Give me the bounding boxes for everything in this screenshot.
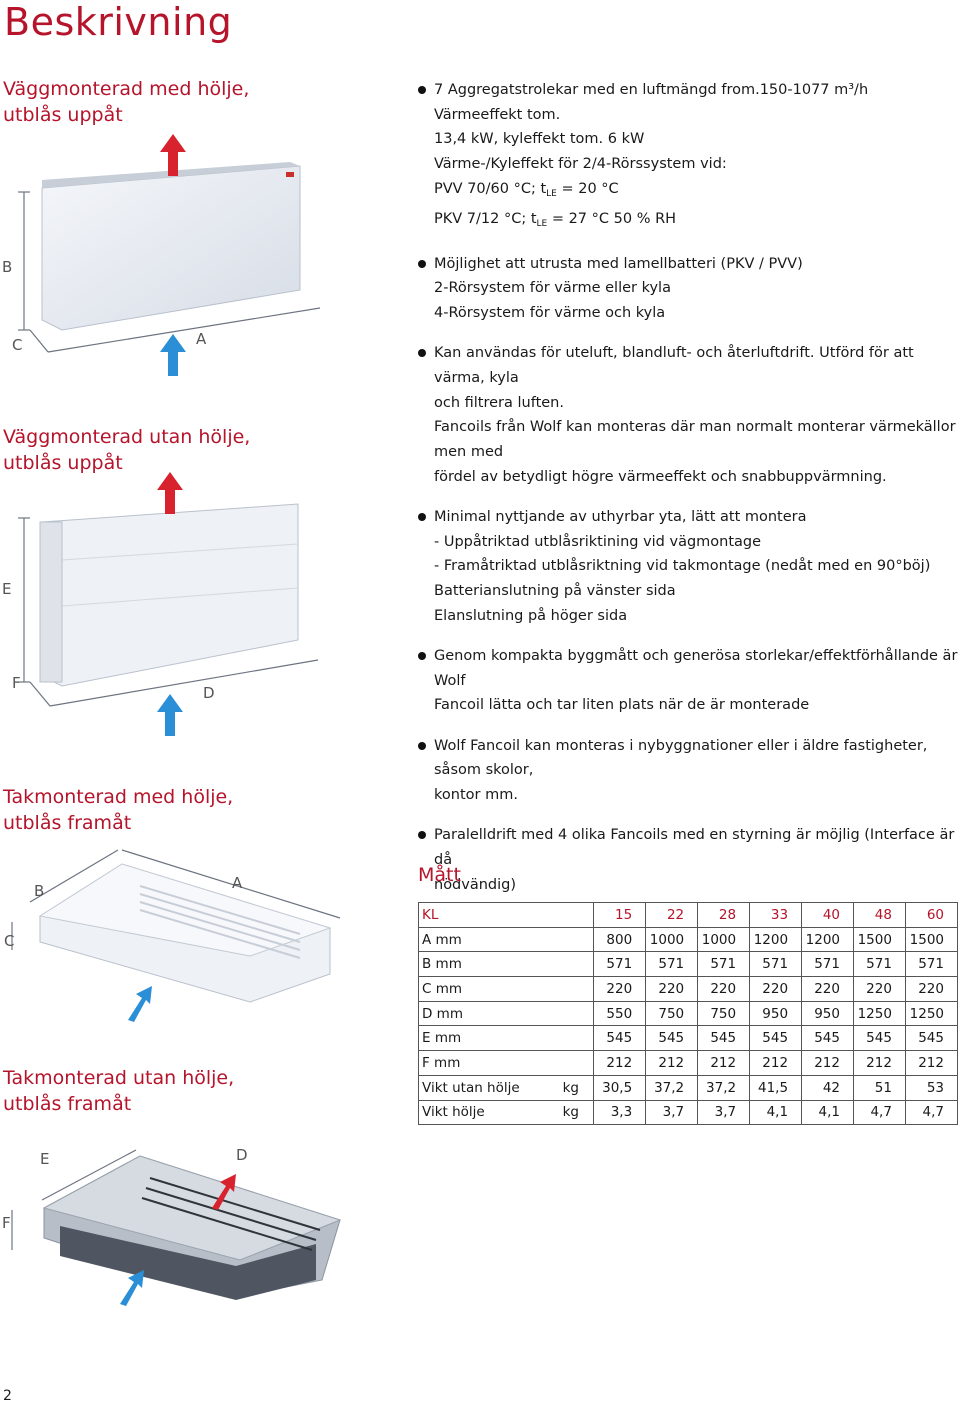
feature-text: Fancoil lätta och tar liten plats när de är monterade xyxy=(434,697,810,714)
illustration-ceiling-without-casing xyxy=(0,1140,345,1310)
table-cell: 22 xyxy=(646,903,698,928)
feature-text: Batterianslutning på vänster sida xyxy=(434,583,676,600)
table-row xyxy=(419,952,958,977)
table-cell: 212 xyxy=(802,1051,854,1076)
feature-text: Kan användas för uteluft, blandluft- och återluftdrift. Utförd för att värma, kyla xyxy=(434,345,914,387)
table-row xyxy=(419,1001,958,1026)
section-heading-ceiling-with-casing: Takmonterad med hölje, utblås framåt xyxy=(3,786,234,834)
dimensions-table xyxy=(418,902,958,1125)
table-row xyxy=(419,1075,958,1100)
table-cell: 48 xyxy=(854,903,906,928)
dimension-label: B xyxy=(2,258,13,276)
table-row xyxy=(419,1026,958,1051)
illustration-wall-without-casing xyxy=(0,470,330,740)
table-cell: 220 xyxy=(646,977,698,1002)
feature-text: kontor mm. xyxy=(434,787,518,804)
feature-item xyxy=(418,644,958,718)
feature-text: PKV 7/12 °C; t xyxy=(434,210,537,227)
table-cell: 571 xyxy=(905,952,957,977)
table-cell: 220 xyxy=(750,977,802,1002)
feature-list xyxy=(418,78,958,913)
table-cell: 30,5 xyxy=(594,1075,646,1100)
table-cell: 950 xyxy=(750,1001,802,1026)
table-cell: 4,1 xyxy=(750,1100,802,1125)
feature-item xyxy=(418,505,958,629)
feature-item xyxy=(418,734,958,808)
table-cell: 3,7 xyxy=(646,1100,698,1125)
arrow-up-red-icon xyxy=(160,134,186,176)
table-cell: 545 xyxy=(854,1026,906,1051)
dimension-label: D xyxy=(203,684,215,702)
arrow-diagonal-blue-icon xyxy=(120,1270,144,1306)
table-cell: 53 xyxy=(905,1075,957,1100)
row-label: B mm xyxy=(419,952,563,977)
bullet-icon xyxy=(418,652,426,660)
table-cell: 37,2 xyxy=(646,1075,698,1100)
row-unit: kg xyxy=(563,1100,594,1125)
row-unit xyxy=(563,927,594,952)
table-cell: 220 xyxy=(698,977,750,1002)
feature-text: = 27 °C 50 % RH xyxy=(547,210,677,227)
dimension-label: C xyxy=(12,336,23,354)
table-row xyxy=(419,1051,958,1076)
page-number: 2 xyxy=(3,1388,12,1403)
subscript: LE xyxy=(546,188,557,199)
table-cell: 212 xyxy=(854,1051,906,1076)
table-cell: 571 xyxy=(802,952,854,977)
table-cell: 212 xyxy=(750,1051,802,1076)
table-cell: 571 xyxy=(646,952,698,977)
dimension-label: F xyxy=(2,1214,11,1232)
dimensions-title: Mått xyxy=(418,864,461,886)
feature-text: Möjlighet att utrusta med lamellbatteri (PKV / PVV) xyxy=(434,255,803,272)
row-label: F mm xyxy=(419,1051,563,1076)
table-cell: 4,1 xyxy=(802,1100,854,1125)
feature-text: Värme-/Kyleffekt för 2/4-Rörssystem vid: xyxy=(434,156,727,173)
feature-item xyxy=(418,823,958,897)
illustration-wall-with-casing xyxy=(0,130,330,380)
table-cell: 1200 xyxy=(750,927,802,952)
bullet-icon xyxy=(418,513,426,521)
table-row xyxy=(419,977,958,1002)
table-cell: 571 xyxy=(854,952,906,977)
feature-text: 4-Rörsystem för värme och kyla xyxy=(434,305,666,322)
feature-text: Wolf Fancoil kan monteras i nybyggnationer eller i äldre fastigheter, såsom skolor, xyxy=(434,737,928,779)
row-unit: kg xyxy=(563,1075,594,1100)
table-cell: 1250 xyxy=(905,1001,957,1026)
table-cell: 4,7 xyxy=(854,1100,906,1125)
arrow-up-blue-icon xyxy=(160,334,186,376)
table-cell: 550 xyxy=(594,1001,646,1026)
table-cell: 220 xyxy=(905,977,957,1002)
feature-text: Fancoils från Wolf kan monteras där man normalt monterar värmekällor men med xyxy=(434,419,956,461)
feature-text: 2-Rörsystem för värme eller kyla xyxy=(434,280,671,297)
dimension-label: A xyxy=(232,874,243,892)
table-cell: 212 xyxy=(905,1051,957,1076)
table-cell: 41,5 xyxy=(750,1075,802,1100)
dimension-label: F xyxy=(12,674,21,692)
section-heading-wall-without-casing: Väggmonterad utan hölje, utblås uppåt xyxy=(3,426,251,474)
table-cell: 220 xyxy=(802,977,854,1002)
section-heading-ceiling-without-casing: Takmonterad utan hölje, utblås framåt xyxy=(3,1067,235,1115)
dimension-label: C xyxy=(4,932,15,950)
table-cell: 212 xyxy=(698,1051,750,1076)
page-title: Beskrivning xyxy=(4,0,233,44)
row-label: KL xyxy=(419,903,563,928)
table-cell: 28 xyxy=(698,903,750,928)
row-unit xyxy=(563,952,594,977)
table-cell: 545 xyxy=(750,1026,802,1051)
table-cell: 1200 xyxy=(802,927,854,952)
feature-item xyxy=(418,78,958,236)
table-cell: 750 xyxy=(646,1001,698,1026)
feature-text: PVV 70/60 °C; t xyxy=(434,180,547,197)
table-cell: 1500 xyxy=(854,927,906,952)
feature-text: - Framåtriktad utblåsriktning vid takmontage (nedåt med en 90°böj) xyxy=(434,558,931,575)
feature-text: = 20 °C xyxy=(556,180,619,197)
table-row xyxy=(419,1100,958,1125)
table-cell: 33 xyxy=(750,903,802,928)
table-cell: 15 xyxy=(594,903,646,928)
table-cell: 220 xyxy=(854,977,906,1002)
table-cell: 4,7 xyxy=(905,1100,957,1125)
arrow-up-blue-icon xyxy=(157,694,183,736)
feature-text: nödvändig) xyxy=(434,876,517,893)
table-cell: 800 xyxy=(594,927,646,952)
bullet-icon xyxy=(418,349,426,357)
dimension-label: A xyxy=(196,330,207,348)
arrow-up-red-icon xyxy=(157,472,183,514)
feature-item xyxy=(418,252,958,326)
feature-text: - Uppåtriktad utblåsriktining vid vägmontage xyxy=(434,533,762,550)
row-unit xyxy=(563,1026,594,1051)
table-cell: 750 xyxy=(698,1001,750,1026)
bullet-icon xyxy=(418,742,426,750)
table-cell: 3,7 xyxy=(698,1100,750,1125)
bullet-icon xyxy=(418,831,426,839)
table-cell: 571 xyxy=(750,952,802,977)
feature-text: Elanslutning på höger sida xyxy=(434,607,628,624)
row-unit xyxy=(563,903,594,928)
feature-text: Minimal nyttjande av uthyrbar yta, lätt att montera xyxy=(434,509,807,526)
bullet-icon xyxy=(418,86,426,94)
table-cell: 571 xyxy=(698,952,750,977)
table-cell: 37,2 xyxy=(698,1075,750,1100)
arrow-diagonal-blue-icon xyxy=(128,986,152,1022)
dimension-label: E xyxy=(2,580,12,598)
row-unit xyxy=(563,1001,594,1026)
row-unit xyxy=(563,977,594,1002)
table-row xyxy=(419,927,958,952)
row-unit xyxy=(563,1051,594,1076)
dimension-label: E xyxy=(40,1150,50,1168)
dimension-label: B xyxy=(34,882,45,900)
table-cell: 950 xyxy=(802,1001,854,1026)
row-label: C mm xyxy=(419,977,563,1002)
row-label: E mm xyxy=(419,1026,563,1051)
table-cell: 1250 xyxy=(854,1001,906,1026)
table-cell: 545 xyxy=(802,1026,854,1051)
feature-text: Paralelldrift med 4 olika Fancoils med en styrning är möjlig (Interface är då xyxy=(434,827,955,868)
table-cell: 1500 xyxy=(905,927,957,952)
bullet-icon xyxy=(418,260,426,268)
table-cell: 212 xyxy=(594,1051,646,1076)
feature-text: 7 Aggregatstrolekar med en luftmängd from.150-1077 m³/h xyxy=(434,82,869,98)
table-cell: 40 xyxy=(802,903,854,928)
table-cell: 1000 xyxy=(698,927,750,952)
feature-text: fördel av betydligt högre värmeeffekt och snabbuppvärmning. xyxy=(434,468,887,485)
row-label: Vikt hölje xyxy=(419,1100,563,1125)
row-label: D mm xyxy=(419,1001,563,1026)
row-label: A mm xyxy=(419,927,563,952)
table-cell: 545 xyxy=(698,1026,750,1051)
section-heading-wall-with-casing: Väggmonterad med hölje, utblås uppåt xyxy=(3,78,250,126)
table-cell: 545 xyxy=(905,1026,957,1051)
table-header-row xyxy=(419,903,958,928)
table-cell: 51 xyxy=(854,1075,906,1100)
feature-text: Värmeeffekt tom. xyxy=(434,106,561,123)
table-cell: 545 xyxy=(646,1026,698,1051)
dimension-label: D xyxy=(236,1146,248,1164)
table-cell: 571 xyxy=(594,952,646,977)
table-cell: 220 xyxy=(594,977,646,1002)
table-cell: 60 xyxy=(905,903,957,928)
feature-text: 13,4 kW, kyleffekt tom. 6 kW xyxy=(434,131,645,148)
table-cell: 42 xyxy=(802,1075,854,1100)
subscript: LE xyxy=(536,218,548,229)
feature-item xyxy=(418,341,958,489)
table-cell: 212 xyxy=(646,1051,698,1076)
feature-text: Genom kompakta byggmått och generösa storlekar/effektförhållande är Wolf xyxy=(434,648,958,689)
feature-text: och filtrera luften. xyxy=(434,394,564,411)
row-label: Vikt utan hölje xyxy=(419,1075,563,1100)
table-cell: 3,3 xyxy=(594,1100,646,1125)
illustration-ceiling-with-casing xyxy=(0,846,345,1026)
table-cell: 1000 xyxy=(646,927,698,952)
table-cell: 545 xyxy=(594,1026,646,1051)
